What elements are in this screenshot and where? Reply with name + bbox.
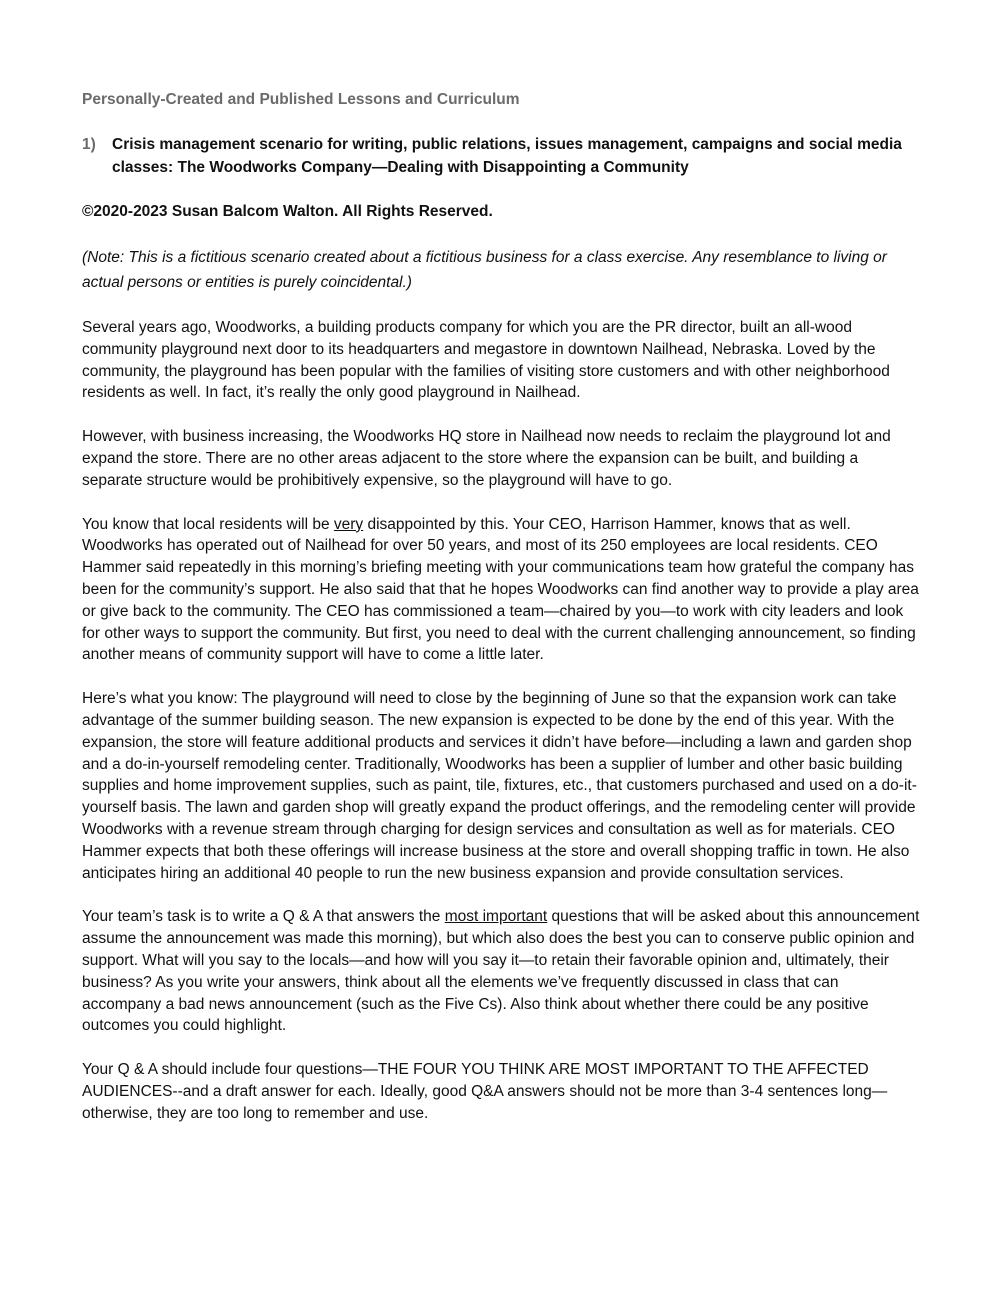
paragraph-what-you-know: Here’s what you know: The playground will need to close by the beginning of June so that the expansion work can take advantage of the summer building season. The new expansion is expected to be done by the end of this year. With the expansion, the store will feature additional products and services it didn’t have before—including a lawn and garden shop and a do-in-yourself remodeling center. Traditionally, Woodworks has been a supplier of lumber and other basic building supplies and home improvement supplies, such as paint, tile, fixtures, etc., that customers purchased and used on a do-it-yourself basis. The lawn and garden shop will greatly expand the product offerings, and the remodeling center will provide Woodworks with a revenue stream through charging for design services and consultation as well as for materials. CEO Hammer expects that both these offerings will increase business at the store and overall shopping traffic in town. He also anticipates hiring an additional 40 people to run the new business expansion and provide consultation services. [82,690,917,882]
paragraph-residents-part-2: disappointed by this. Your CEO, Harrison Hammer, knows that as well. Woodworks has operated out of Nailhead for over 50 years, and most of its 250 employees are local residents. CEO Hammer said repeatedly in this morning’s briefing meeting with your communications team how grateful the company has been for the community’s support. He also said that that he hopes Woodworks can find another way to provide a play area or give back to the community. The CEO has commissioned a team—chaired by you—to work with city leaders and look for other ways to support the community. But first, you need to deal with the current challenging announcement, so finding another means of community support will have to come a little later. [82,515,919,664]
paragraph-expansion: However, with business increasing, the Woodworks HQ store in Nailhead now needs to reclaim the playground lot and expand the store. There are no other areas adjacent to the store where the expansion can be built, and building a separate structure would be prohibitively expensive, so the playground will have to go. [82,428,891,489]
paragraph-team-task-part-1: Your team’s task is to write a Q & A that answers the [82,908,445,926]
item-title: Crisis management scenario for writing, public relations, issues management, campaigns and social media classes: The Woodworks Company—Dealing with Disappointing a Community [112,136,902,176]
paragraph-qa-instructions: Your Q & A should include four questions—THE FOUR YOU THINK ARE MOST IMPORTANT TO THE AFFECTED AUDIENCES--and a draft answer for each. Ideally, good Q&A answers should not be more than 3-4 sentences long—otherwise, they are too long to remember and use. [82,1061,888,1122]
copyright-notice: ©2020-2023 Susan Balcom Walton. All Rights Reserved. [82,203,493,220]
paragraph-background: Several years ago, Woodworks, a building products company for which you are the PR director, built an all-wood community playground next door to its headquarters and megastore in downtown Nailhead, Nebraska. Loved by the community, the playground has been popular with the families of visiting store customers and with other neighborhood residents as well. In fact, it’s really the only good playground in Nailhead. [82,319,890,402]
section-heading: Personally-Created and Published Lessons and Curriculum [82,91,520,108]
underlined-emphasis-very: very [333,515,364,533]
numbered-item [82,133,922,179]
disclaimer-note: (Note: This is a fictitious scenario created about a fictitious business for a class exercise. Any resemblance to living or actual persons or entities is purely coincidental.) [82,249,887,291]
document-page [82,88,922,1147]
paragraph-team-task-part-2: questions that will be asked about this announcement assume the announcement was made this morning), but which also does the best you can to conserve public opinion and support. What will you say to the locals—and how will you say it—to retain their favorable opinion and, ultimately, their business? As you write your answers, think about all the elements we’ve frequently discussed in class that can accompany a bad news announcement (such as the Five Cs). Also think about whether there could be any positive outcomes you could highlight. [82,908,920,1035]
underlined-emphasis-most-important: most important [444,908,548,926]
item-number: 1) [82,136,96,153]
paragraph-residents-part-1: You know that local residents will be [82,515,334,533]
paragraph-team-task [82,906,922,1037]
paragraph-residents [82,514,922,667]
